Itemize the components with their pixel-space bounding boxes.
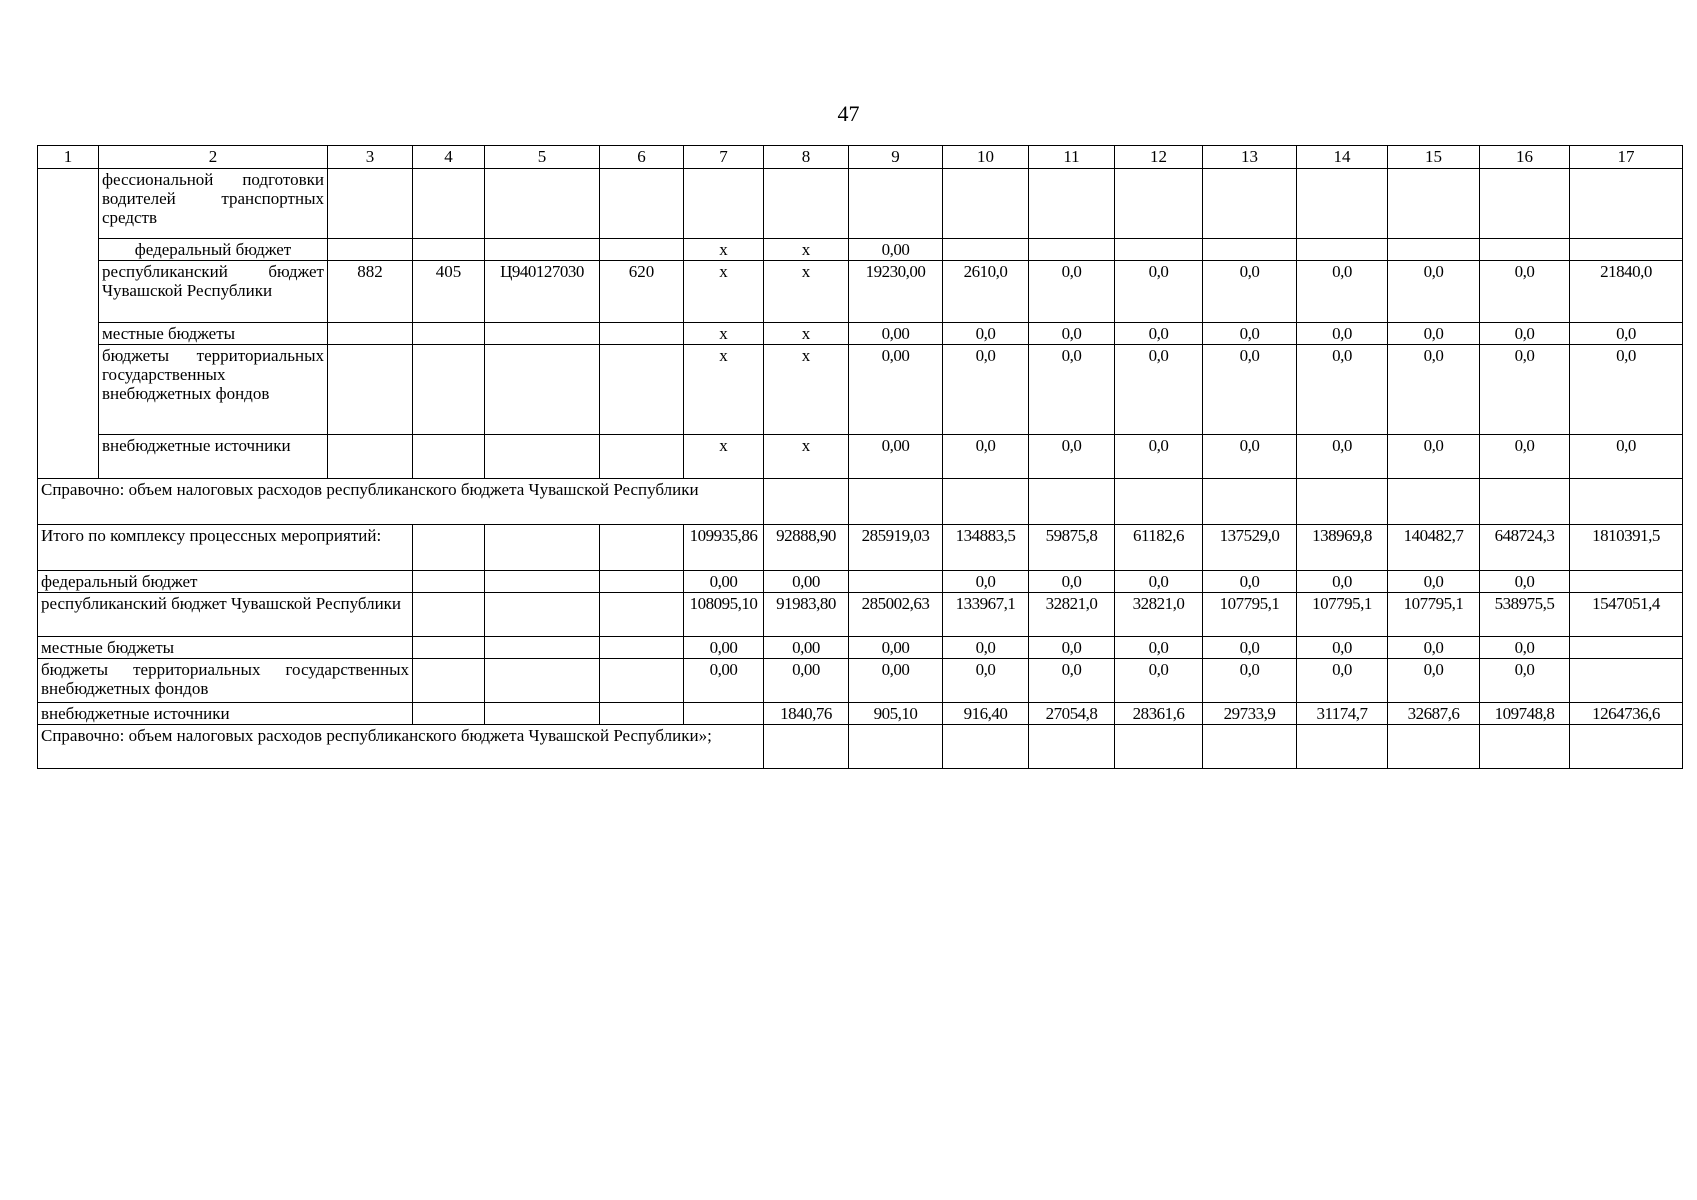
cell: х (764, 239, 849, 261)
cell: 0,00 (684, 571, 764, 593)
table-row (38, 169, 1683, 239)
cell: 0,0 (1029, 435, 1115, 479)
cell: 0,0 (1388, 323, 1480, 345)
cell: 107795,1 (1203, 593, 1297, 637)
table-row (38, 637, 1683, 659)
cell: 134883,5 (943, 525, 1029, 571)
cell: 0,0 (1388, 345, 1480, 435)
cell: 0,00 (849, 637, 943, 659)
table-row (38, 479, 1683, 525)
col-header: 7 (684, 146, 764, 169)
cell: 0,0 (943, 659, 1029, 703)
row-label: внебюджетные источники (99, 435, 328, 479)
cell: Ц940127030 (485, 261, 600, 323)
col-header: 17 (1570, 146, 1683, 169)
cell: 0,0 (943, 637, 1029, 659)
header-row (38, 146, 1683, 169)
cell: 0,0 (1480, 659, 1570, 703)
cell: 0,00 (764, 571, 849, 593)
cell: 109935,86 (684, 525, 764, 571)
row-label: республиканский бюджет Чувашской Республики (38, 593, 413, 637)
page-number: 47 (837, 101, 860, 126)
table-row (38, 593, 1683, 637)
col-header: 9 (849, 146, 943, 169)
cell: 648724,3 (1480, 525, 1570, 571)
col-header: 1 (38, 146, 99, 169)
cell: 0,0 (1388, 435, 1480, 479)
cell: 0,00 (849, 323, 943, 345)
cell: 1547051,4 (1570, 593, 1683, 637)
cell: 107795,1 (1388, 593, 1480, 637)
cell: 0,0 (1029, 345, 1115, 435)
cell: 0,0 (1203, 435, 1297, 479)
cell: 0,0 (1297, 659, 1388, 703)
cell: 32821,0 (1029, 593, 1115, 637)
col-header: 5 (485, 146, 600, 169)
cell (684, 703, 764, 725)
cell: 0,0 (943, 345, 1029, 435)
cell: 1840,76 (764, 703, 849, 725)
cell (1570, 571, 1683, 593)
cell: 0,0 (1388, 261, 1480, 323)
cell: 133967,1 (943, 593, 1029, 637)
cell: 140482,7 (1388, 525, 1480, 571)
col-header: 16 (1480, 146, 1570, 169)
col-header: 11 (1029, 146, 1115, 169)
cell: 405 (413, 261, 485, 323)
cell: 109748,8 (1480, 703, 1570, 725)
cell: 0,0 (1297, 323, 1388, 345)
cell: 0,0 (1203, 323, 1297, 345)
cell: 0,0 (1480, 435, 1570, 479)
cell: 0,0 (1115, 261, 1203, 323)
table-row (38, 703, 1683, 725)
cell: 0,0 (1029, 261, 1115, 323)
cell: 0,0 (1029, 659, 1115, 703)
cell: 0,0 (1297, 261, 1388, 323)
cell: 0,0 (1297, 345, 1388, 435)
cell: 0,0 (1297, 571, 1388, 593)
cell: 0,00 (849, 345, 943, 435)
cell: 29733,9 (1203, 703, 1297, 725)
cell: 0,0 (1570, 435, 1683, 479)
cell: 59875,8 (1029, 525, 1115, 571)
cell: х (684, 435, 764, 479)
row-label: федеральный бюджет (38, 571, 413, 593)
cell: 0,00 (764, 659, 849, 703)
cell: 620 (600, 261, 684, 323)
cell: 0,0 (1480, 345, 1570, 435)
cell: 285919,03 (849, 525, 943, 571)
row-label: республиканский бюджет Чувашской Республики (99, 261, 328, 323)
cell: 0,0 (1203, 261, 1297, 323)
cell: 0,0 (1029, 571, 1115, 593)
table-row (38, 345, 1683, 435)
cell: 0,00 (849, 239, 943, 261)
row-label: Итого по комплексу процессных мероприятий: (38, 525, 413, 571)
row-label: фессиональной подготовки водителей транспортных средств (99, 169, 328, 239)
cell: 0,0 (943, 323, 1029, 345)
table-row (38, 571, 1683, 593)
row-label: местные бюджеты (99, 323, 328, 345)
cell: 61182,6 (1115, 525, 1203, 571)
cell: 0,0 (1570, 323, 1683, 345)
table-row (38, 725, 1683, 769)
col-header: 2 (99, 146, 328, 169)
cell (849, 571, 943, 593)
cell: 0,0 (1115, 345, 1203, 435)
cell: 0,0 (1203, 571, 1297, 593)
cell: 0,0 (1388, 571, 1480, 593)
cell: 19230,00 (849, 261, 943, 323)
cell: 21840,0 (1570, 261, 1683, 323)
cell: 138969,8 (1297, 525, 1388, 571)
cell: 0,0 (1029, 637, 1115, 659)
cell: 0,0 (1115, 571, 1203, 593)
table-row (38, 239, 1683, 261)
row-label: бюджеты территориальных государственных внебюджетных фондов (99, 345, 328, 435)
cell: 92888,90 (764, 525, 849, 571)
cell: 108095,10 (684, 593, 764, 637)
total-row (38, 525, 1683, 571)
cell: 0,0 (1297, 435, 1388, 479)
col-header: 8 (764, 146, 849, 169)
cell: 0,00 (849, 659, 943, 703)
cell: 1810391,5 (1570, 525, 1683, 571)
cell: 27054,8 (1029, 703, 1115, 725)
table-row (38, 659, 1683, 703)
cell: 0,0 (1115, 637, 1203, 659)
cell: 1264736,6 (1570, 703, 1683, 725)
cell: 0,0 (1203, 637, 1297, 659)
cell: 137529,0 (1203, 525, 1297, 571)
table-row (38, 261, 1683, 323)
cell: 0,0 (1029, 323, 1115, 345)
cell: 32821,0 (1115, 593, 1203, 637)
cell: 0,00 (684, 659, 764, 703)
empty-cell (38, 169, 99, 479)
cell: 0,0 (1570, 345, 1683, 435)
row-label: федеральный бюджет (99, 239, 328, 261)
cell: 0,0 (1480, 637, 1570, 659)
cell: 285002,63 (849, 593, 943, 637)
row-label: внебюджетные источники (38, 703, 413, 725)
cell: 28361,6 (1115, 703, 1203, 725)
cell: 0,0 (1480, 261, 1570, 323)
cell: 91983,80 (764, 593, 849, 637)
cell: х (684, 323, 764, 345)
cell: х (684, 345, 764, 435)
col-header: 3 (328, 146, 413, 169)
cell: 882 (328, 261, 413, 323)
cell: 0,0 (1115, 435, 1203, 479)
cell: 0,0 (1297, 637, 1388, 659)
reference-note: Справочно: объем налоговых расходов республиканского бюджета Чувашской Республики (38, 479, 764, 525)
cell: 0,0 (1480, 323, 1570, 345)
cell: х (764, 323, 849, 345)
cell: 0,0 (943, 571, 1029, 593)
table-row (38, 323, 1683, 345)
col-header: 6 (600, 146, 684, 169)
cell: 0,0 (1388, 637, 1480, 659)
cell: 0,0 (1203, 659, 1297, 703)
cell: 0,0 (1480, 571, 1570, 593)
col-header: 4 (413, 146, 485, 169)
budget-table (37, 145, 1683, 769)
reference-note: Справочно: объем налоговых расходов республиканского бюджета Чувашской Республики»; (38, 725, 764, 769)
cell: 0,00 (764, 637, 849, 659)
cell (1570, 637, 1683, 659)
cell: 0,00 (684, 637, 764, 659)
cell: 107795,1 (1297, 593, 1388, 637)
row-label: бюджеты территориальных государственных внебюджетных фондов (38, 659, 413, 703)
cell: 0,0 (943, 435, 1029, 479)
cell (1570, 659, 1683, 703)
col-header: 10 (943, 146, 1029, 169)
cell: х (764, 345, 849, 435)
cell: 905,10 (849, 703, 943, 725)
row-label: местные бюджеты (38, 637, 413, 659)
cell: 0,00 (849, 435, 943, 479)
col-header: 13 (1203, 146, 1297, 169)
cell: х (684, 239, 764, 261)
cell: 31174,7 (1297, 703, 1388, 725)
cell: 0,0 (1388, 659, 1480, 703)
cell: х (684, 261, 764, 323)
cell: 916,40 (943, 703, 1029, 725)
cell: 0,0 (1115, 323, 1203, 345)
table-row (38, 435, 1683, 479)
cell: х (764, 435, 849, 479)
cell: 0,0 (1203, 345, 1297, 435)
cell: 0,0 (1115, 659, 1203, 703)
cell: 2610,0 (943, 261, 1029, 323)
cell: 538975,5 (1480, 593, 1570, 637)
col-header: 15 (1388, 146, 1480, 169)
cell: 32687,6 (1388, 703, 1480, 725)
cell: х (764, 261, 849, 323)
col-header: 14 (1297, 146, 1388, 169)
col-header: 12 (1115, 146, 1203, 169)
